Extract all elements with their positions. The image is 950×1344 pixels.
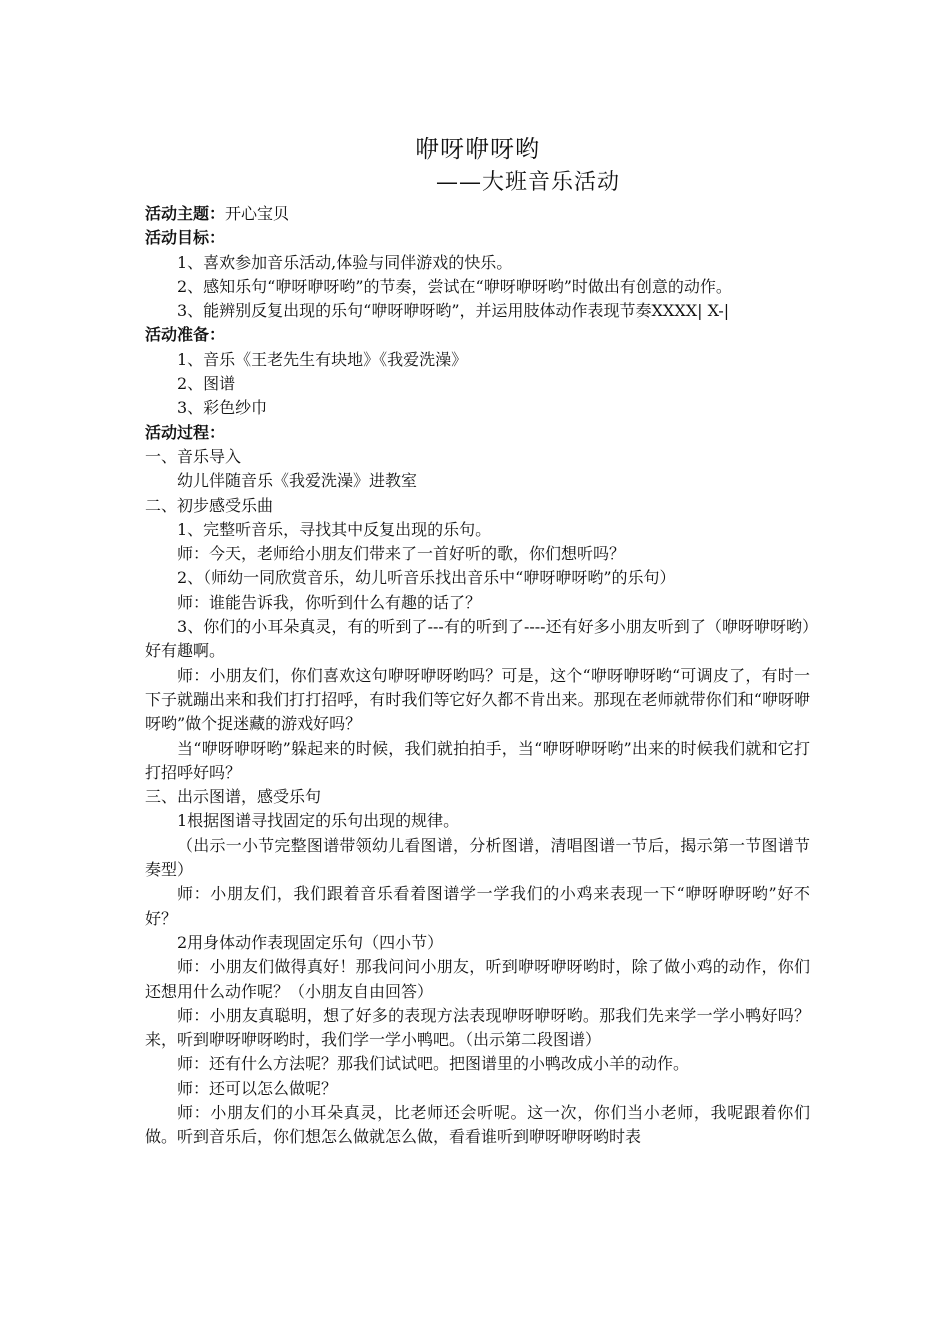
paragraph: 师：今天，老师给小朋友们带来了一首好听的歌，你们想听吗？	[177, 544, 626, 564]
document-body	[145, 132, 810, 1150]
preparation-heading: 活动准备：	[145, 325, 226, 345]
paragraph: 幼儿伴随音乐《我爱洗澡》进教室	[177, 471, 418, 491]
paragraph: 1、完整听音乐，寻找其中反复出现的乐句。	[177, 519, 492, 539]
document-title: 咿呀咿呀哟	[415, 135, 540, 163]
goal-item: 2、感知乐句“咿呀咿呀哟”的节奏，尝试在“咿呀咿呀哟”时做出有创意的动作。	[177, 276, 732, 296]
paragraph: （出示一小节完整图谱带领幼儿看图谱，分析图谱，清唱图谱一节后，揭示第一节图谱节奏型）	[145, 835, 810, 880]
paragraph: 师：小朋友们，你们喜欢这句咿呀咿呀哟吗？可是，这个“咿呀咿呀哟“可调皮了，有时一下子就蹦出来和我们打打招呼，有时我们等它好久都不肯出来。那现在老师就带你们和“咿呀咿呀哟”做个捉迷藏的游戏好吗？	[145, 665, 810, 734]
paragraph: 师：小朋友们，我们跟着音乐看着图谱学一学我们的小鸡来表现一下“咿呀咿呀哟”好不好？	[145, 884, 810, 928]
paragraph: 1根据图谱寻找固定的乐句出现的规律。	[177, 811, 460, 831]
section-heading: 三、出示图谱，感受乐句	[145, 787, 322, 807]
preparation-item: 3、彩色纱巾	[177, 398, 268, 418]
preparation-item: 1、音乐《王老先生有块地》《我爱洗澡》	[177, 349, 468, 369]
theme-label: 活动主题：	[145, 204, 226, 223]
paragraph: 2、（师幼一同欣赏音乐，幼儿听音乐找出音乐中“咿呀咿呀哟”的乐句）	[177, 568, 676, 588]
paragraph: 师：小朋友们的小耳朵真灵，比老师还会听呢。这一次，你们当小老师，我呢跟着你们做。听到音乐后，你们想怎么做就怎么做，看看谁听到咿呀咿呀哟时表	[145, 1102, 810, 1147]
preparation-item: 2、图谱	[177, 374, 236, 394]
paragraph: 师：还有什么方法呢？那我们试试吧。把图谱里的小鸭改成小羊的动作。	[177, 1054, 690, 1074]
paragraph: 师：还可以怎么做呢？	[177, 1078, 338, 1098]
goal-item: 1、喜欢参加音乐活动,体验与同伴游戏的快乐。	[177, 252, 513, 272]
document-subtitle: ——大班音乐活动	[435, 170, 620, 195]
paragraph: 师：小朋友真聪明，想了好多的表现方法表现咿呀咿呀哟。那我们先来学一学小鸭好吗？来，听到咿呀咿呀哟时，我们学一学小鸭吧。（出示第二段图谱）	[145, 1005, 810, 1050]
theme-line	[145, 202, 810, 226]
theme-value: 开心宝贝	[225, 204, 290, 223]
goal-item: 3、能辨别反复出现的乐句“咿呀咿呀哟”，并运用肢体动作表现节奏XXXX| X-|	[177, 301, 730, 321]
paragraph: 师：谁能告诉我，你听到什么有趣的话了？	[177, 592, 482, 612]
paragraph: 2用身体动作表现固定乐句（四小节）	[177, 932, 444, 952]
process-heading: 活动过程：	[145, 422, 226, 442]
goals-heading: 活动目标：	[145, 228, 226, 248]
paragraph: 3、你们的小耳朵真灵，有的听到了---有的听到了----还有好多小朋友听到了（咿呀咿呀哟）好有趣啊。	[145, 617, 810, 661]
paragraph: 当“咿呀咿呀哟”躲起来的时候，我们就拍拍手，当“咿呀咿呀哟”出来的时候我们就和它打打招呼好吗？	[145, 738, 810, 782]
section-heading: 二、初步感受乐曲	[145, 495, 274, 515]
paragraph: 师：小朋友们做得真好！那我问问小朋友，听到咿呀咿呀哟时，除了做小鸡的动作，你们还想用什么动作呢？（小朋友自由回答）	[145, 957, 810, 1001]
section-heading: 一、音乐导入	[145, 446, 242, 466]
